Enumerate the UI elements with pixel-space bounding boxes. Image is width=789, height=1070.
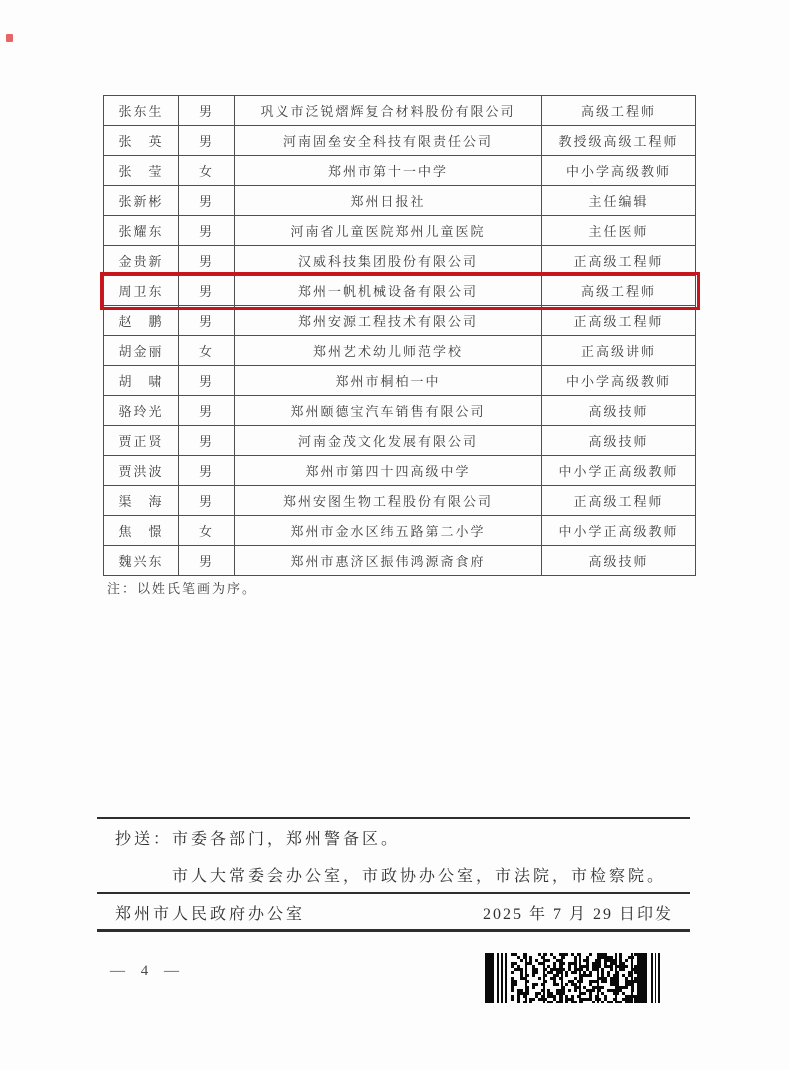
- cell-title: 正高级讲师: [542, 336, 696, 366]
- table-row: [104, 546, 696, 576]
- cell-organization: 汉威科技集团股份有限公司: [235, 246, 542, 276]
- page-number: — 4 —: [110, 963, 185, 979]
- cell-name: 张 英: [104, 126, 179, 156]
- cell-gender: 男: [179, 276, 235, 306]
- cell-gender: 男: [179, 126, 235, 156]
- cell-organization: 河南金茂文化发展有限公司: [235, 426, 542, 456]
- cell-name: 渠 海: [104, 486, 179, 516]
- cell-title: 高级技师: [542, 396, 696, 426]
- table-note: 注：以姓氏笔画为序。: [107, 581, 258, 596]
- cell-title: 正高级工程师: [542, 486, 696, 516]
- cell-organization: 巩义市泛锐熠辉复合材料股份有限公司: [235, 96, 542, 126]
- cell-organization: 郑州日报社: [235, 186, 542, 216]
- table-row: [104, 366, 696, 396]
- cell-gender: 男: [179, 96, 235, 126]
- table-row: [104, 126, 696, 156]
- table-row: [104, 516, 696, 546]
- cell-name: 骆玲光: [104, 396, 179, 426]
- cell-organization: 河南固垒安全科技有限责任公司: [235, 126, 542, 156]
- cell-gender: 女: [179, 336, 235, 366]
- cell-organization: 郑州安图生物工程股份有限公司: [235, 486, 542, 516]
- cell-name: 赵 鹏: [104, 306, 179, 336]
- footer-bottom-rule: [97, 929, 690, 932]
- cell-title: 正高级工程师: [542, 306, 696, 336]
- roster-table-container: [103, 95, 696, 576]
- cell-gender: 男: [179, 396, 235, 426]
- cell-title: 高级技师: [542, 546, 696, 576]
- table-row: [104, 396, 696, 426]
- issuing-office: 郑州市人民政府办公室: [115, 906, 306, 923]
- cell-gender: 男: [179, 246, 235, 276]
- table-row: [104, 246, 696, 276]
- cell-organization: 郑州市桐柏一中: [235, 366, 542, 396]
- cell-title: 高级技师: [542, 426, 696, 456]
- cell-gender: 男: [179, 306, 235, 336]
- cell-name: 张 莹: [104, 156, 179, 186]
- cell-title: 主任医师: [542, 216, 696, 246]
- cell-title: 高级工程师: [542, 96, 696, 126]
- cell-title: 正高级工程师: [542, 246, 696, 276]
- cell-title: 教授级高级工程师: [542, 126, 696, 156]
- cell-organization: 郑州市第四十四高级中学: [235, 456, 542, 486]
- cell-title: 中小学正高级教师: [542, 456, 696, 486]
- cell-gender: 男: [179, 426, 235, 456]
- cell-organization: 郑州安源工程技术有限公司: [235, 306, 542, 336]
- roster-table-body: [104, 96, 696, 576]
- cell-organization: 郑州艺术幼儿师范学校: [235, 336, 542, 366]
- cell-gender: 女: [179, 156, 235, 186]
- document-barcode: [485, 953, 663, 1003]
- cell-gender: 男: [179, 546, 235, 576]
- cell-name: 张新彬: [104, 186, 179, 216]
- cell-organization: 郑州颐德宝汽车销售有限公司: [235, 396, 542, 426]
- cell-title: 中小学高级教师: [542, 156, 696, 186]
- cc-line-1: 抄送：市委各部门，郑州警备区。: [115, 831, 401, 848]
- cell-title: 中小学正高级教师: [542, 516, 696, 546]
- cell-gender: 男: [179, 216, 235, 246]
- cell-title: 高级工程师: [542, 276, 696, 306]
- table-row: [104, 426, 696, 456]
- table-row: [104, 456, 696, 486]
- cell-organization: 郑州市金水区纬五路第二小学: [235, 516, 542, 546]
- table-row: [104, 276, 696, 306]
- table-row: [104, 96, 696, 126]
- cell-name: 胡 啸: [104, 366, 179, 396]
- cell-name: 周卫东: [104, 276, 179, 306]
- cell-gender: 男: [179, 186, 235, 216]
- cell-name: 张耀东: [104, 216, 179, 246]
- table-row: [104, 156, 696, 186]
- table-row: [104, 306, 696, 336]
- cell-organization: 郑州一帆机械设备有限公司: [235, 276, 542, 306]
- cell-title: 中小学高级教师: [542, 366, 696, 396]
- cell-gender: 男: [179, 456, 235, 486]
- table-row: [104, 336, 696, 366]
- cell-name: 金贵新: [104, 246, 179, 276]
- cell-name: 贾正贤: [104, 426, 179, 456]
- roster-table: [103, 95, 696, 576]
- table-row: [104, 486, 696, 516]
- cell-gender: 男: [179, 486, 235, 516]
- cell-name: 贾洪波: [104, 456, 179, 486]
- cell-gender: 男: [179, 366, 235, 396]
- cell-name: 魏兴东: [104, 546, 179, 576]
- cell-name: 张东生: [104, 96, 179, 126]
- footer-top-rule: [97, 817, 690, 819]
- barcode-container: [485, 953, 663, 1008]
- table-row: [104, 216, 696, 246]
- cell-organization: 郑州市第十一中学: [235, 156, 542, 186]
- red-speck-mark: [6, 34, 13, 42]
- cell-organization: 郑州市惠济区振伟鸿源斋食府: [235, 546, 542, 576]
- cell-gender: 女: [179, 516, 235, 546]
- footer-middle-rule: [97, 892, 690, 894]
- cell-name: 胡金丽: [104, 336, 179, 366]
- cell-name: 焦 憬: [104, 516, 179, 546]
- cell-organization: 河南省儿童医院郑州儿童医院: [235, 216, 542, 246]
- print-date: 2025 年 7 月 29 日印发: [482, 906, 673, 923]
- table-row: [104, 186, 696, 216]
- cc-line-2: 市人大常委会办公室，市政协办公室，市法院，市检察院。: [172, 868, 667, 885]
- cell-title: 主任编辑: [542, 186, 696, 216]
